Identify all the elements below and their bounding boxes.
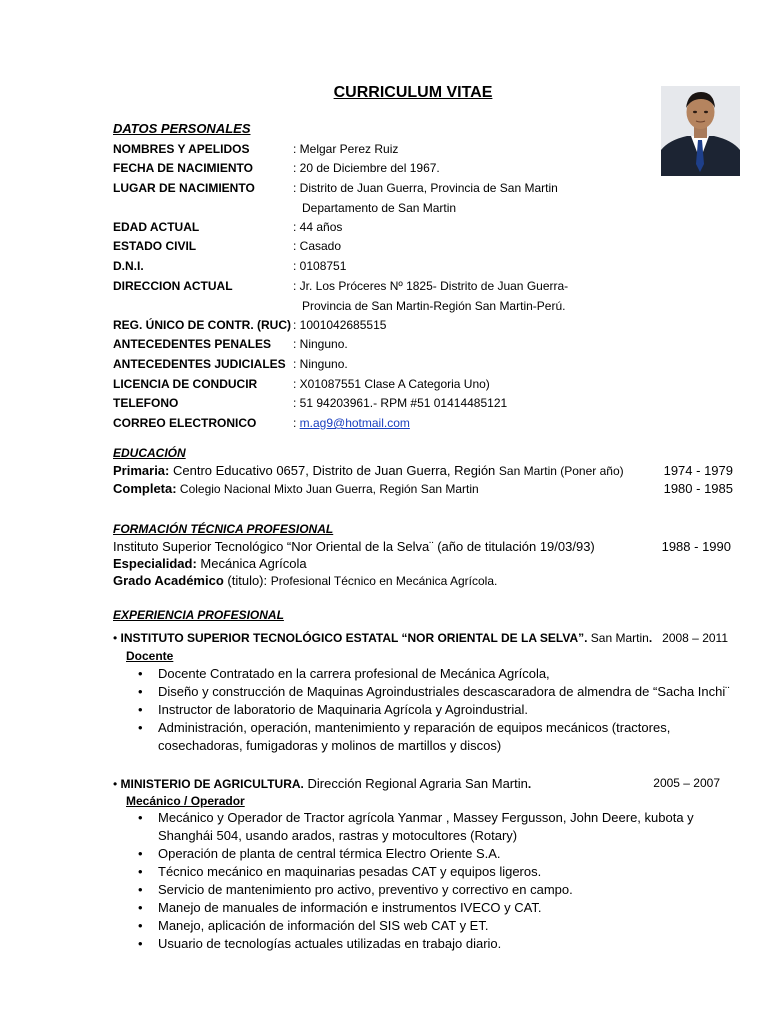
list-item: • Operación de planta de central térmica Electro Oriente S.A. xyxy=(132,845,736,863)
label-ruc: REG. ÚNICO DE CONTR. (RUC) xyxy=(113,318,291,332)
list-item: • Servicio de mantenimiento pro activo, preventivo y correctivo en campo. xyxy=(132,881,736,899)
value-fecha-nacimiento: : 20 de Diciembre del 1967. xyxy=(293,161,440,175)
especialidad-label: Especialidad: xyxy=(113,556,197,571)
value-antecedentes-penales: : Ninguno. xyxy=(293,337,348,351)
label-edad: EDAD ACTUAL xyxy=(113,220,200,234)
value-dni: : 0108751 xyxy=(293,259,347,273)
section-heading-formacion: FORMACIÓN TÉCNICA PROFESIONAL xyxy=(113,522,334,536)
list-item: • Usuario de tecnologías actuales utilizadas en trabajo diario. xyxy=(132,935,736,953)
job-2-years: 2005 – 2007 xyxy=(653,776,720,790)
completa-label: Completa: xyxy=(113,481,177,496)
job-1-header xyxy=(113,631,652,645)
label-correo: CORREO ELECTRONICO xyxy=(113,416,257,430)
value-estado-civil: : Casado xyxy=(293,239,342,253)
label-telefono: TELEFONO xyxy=(113,396,179,410)
list-item: • Diseño y construcción de Maquinas Agroindustriales descascaradora de almendra de “Sacha Inchi¨ xyxy=(132,683,732,701)
education-primaria xyxy=(113,463,624,478)
completa-text: Colegio Nacional Mixto Juan Guerra, Región San Martin xyxy=(176,482,479,496)
list-item: • Instructor de laboratorio de Maquinaria Agrícola y Agroindustrial. xyxy=(132,701,732,719)
formacion-grado xyxy=(113,573,497,588)
section-heading-experiencia: EXPERIENCIA PROFESIONAL xyxy=(113,608,284,622)
value-antecedentes-judiciales: : Ninguno. xyxy=(293,357,348,371)
label-lugar-nacimiento: LUGAR DE NACIMIENTO xyxy=(113,181,255,195)
list-item: • Técnico mecánico en maquinarias pesadas CAT y equipos ligeros. xyxy=(132,863,736,881)
label-licencia: LICENCIA DE CONDUCIR xyxy=(113,377,258,391)
value-lugar-nacimiento-cont: Departamento de San Martin xyxy=(302,201,457,215)
value-edad: : 44 años xyxy=(293,220,343,234)
person-photo-icon xyxy=(661,86,740,176)
grado-text-2: Profesional Técnico en Mecánica Agrícola. xyxy=(270,574,498,588)
grado-text-1: (titulo): xyxy=(223,573,271,588)
formacion-years: 1988 - 1990 xyxy=(661,539,731,554)
primaria-years: 1974 - 1979 xyxy=(663,463,733,478)
education-completa xyxy=(113,481,479,496)
completa-years: 1980 - 1985 xyxy=(663,481,733,496)
value-nombres: : Melgar Perez Ruiz xyxy=(293,142,399,156)
label-antecedentes-penales: ANTECEDENTES PENALES xyxy=(113,337,272,351)
job-1-dot: . xyxy=(648,631,653,645)
document-title: CURRICULUM VITAE xyxy=(333,84,493,101)
label-direccion: DIRECCION ACTUAL xyxy=(113,279,233,293)
job-2-header xyxy=(113,776,531,791)
job-1-years: 2008 – 2011 xyxy=(662,631,728,645)
value-correo-prefix: : xyxy=(293,416,300,430)
list-item: • Mecánico y Operador de Tractor agrícola Yanmar , Massey Fergusson, John Deere, kubota y Shanghái 504, usando arados, rastras y motocultores (Rotary) xyxy=(132,809,736,845)
job-2-dot: . xyxy=(527,777,532,791)
value-lugar-nacimiento: : Distrito de Juan Guerra, Provincia de San Martin xyxy=(293,181,558,195)
job-1-org: INSTITUTO SUPERIOR TECNOLÓGICO ESTATAL “NOR ORIENTAL DE LA SELVA”. xyxy=(120,631,588,645)
primaria-text-region: San Martin (Poner año) xyxy=(498,464,624,478)
job-bullet-icon: • xyxy=(113,777,121,791)
formacion-especialidad xyxy=(113,556,307,571)
label-dni: D.N.I. xyxy=(113,259,144,273)
primaria-label: Primaria: xyxy=(113,463,170,478)
value-correo xyxy=(293,416,410,430)
section-heading-educacion: EDUCACIÓN xyxy=(113,446,186,460)
grado-label: Grado Académico xyxy=(113,573,224,588)
especialidad-text: Mecánica Agrícola xyxy=(196,556,307,571)
value-ruc: : 1001042685515 xyxy=(293,318,387,332)
value-direccion: : Jr. Los Próceres Nº 1825- Distrito de Juan Guerra- xyxy=(293,279,569,293)
section-heading-datos: DATOS PERSONALES xyxy=(113,121,251,136)
job-2-role: Mecánico / Operador xyxy=(126,794,245,808)
job-bullet-icon: • xyxy=(113,631,121,645)
profile-photo xyxy=(661,86,740,176)
list-item: • Docente Contratado en la carrera profesional de Mecánica Agrícola, xyxy=(132,665,732,683)
value-licencia: : X01087551 Clase A Categoria Uno) xyxy=(293,377,490,391)
email-link[interactable]: m.ag9@hotmail.com xyxy=(299,416,410,430)
label-fecha-nacimiento: FECHA DE NACIMIENTO xyxy=(113,161,254,175)
value-direccion-cont: Provincia de San Martin-Región San Martin-Perú. xyxy=(302,299,566,313)
label-estado-civil: ESTADO CIVIL xyxy=(113,239,197,253)
formacion-instituto: Instituto Superior Tecnológico “Nor Oriental de la Selva¨ (año de titulación 19/03/93) xyxy=(113,539,595,554)
list-item: • Manejo de manuales de información e instrumentos IVECO y CAT. xyxy=(132,899,736,917)
job-2-org: MINISTERIO DE AGRICULTURA. xyxy=(120,777,304,791)
job-2-place: Dirección Regional Agraria San Martin xyxy=(303,776,528,791)
label-antecedentes-judiciales: ANTECEDENTES JUDICIALES xyxy=(113,357,286,371)
job-2-duties xyxy=(132,809,736,953)
job-1-place: San Martin xyxy=(587,631,649,645)
list-item: • Manejo, aplicación de información del SIS web CAT y ET. xyxy=(132,917,736,935)
primaria-text: Centro Educativo 0657, Distrito de Juan Guerra, Región xyxy=(169,463,499,478)
value-telefono: : 51 94203961.- RPM #51 01414485121 xyxy=(293,396,508,410)
job-1-role: Docente xyxy=(126,649,174,663)
label-nombres: NOMBRES Y APELIDOS xyxy=(113,142,250,156)
list-item: • Administración, operación, mantenimiento y reparación de equipos mecánicos (tractores, cosechadoras, fumigadoras y molinos de martillos y discos) xyxy=(132,719,732,755)
job-1-duties xyxy=(132,665,732,755)
